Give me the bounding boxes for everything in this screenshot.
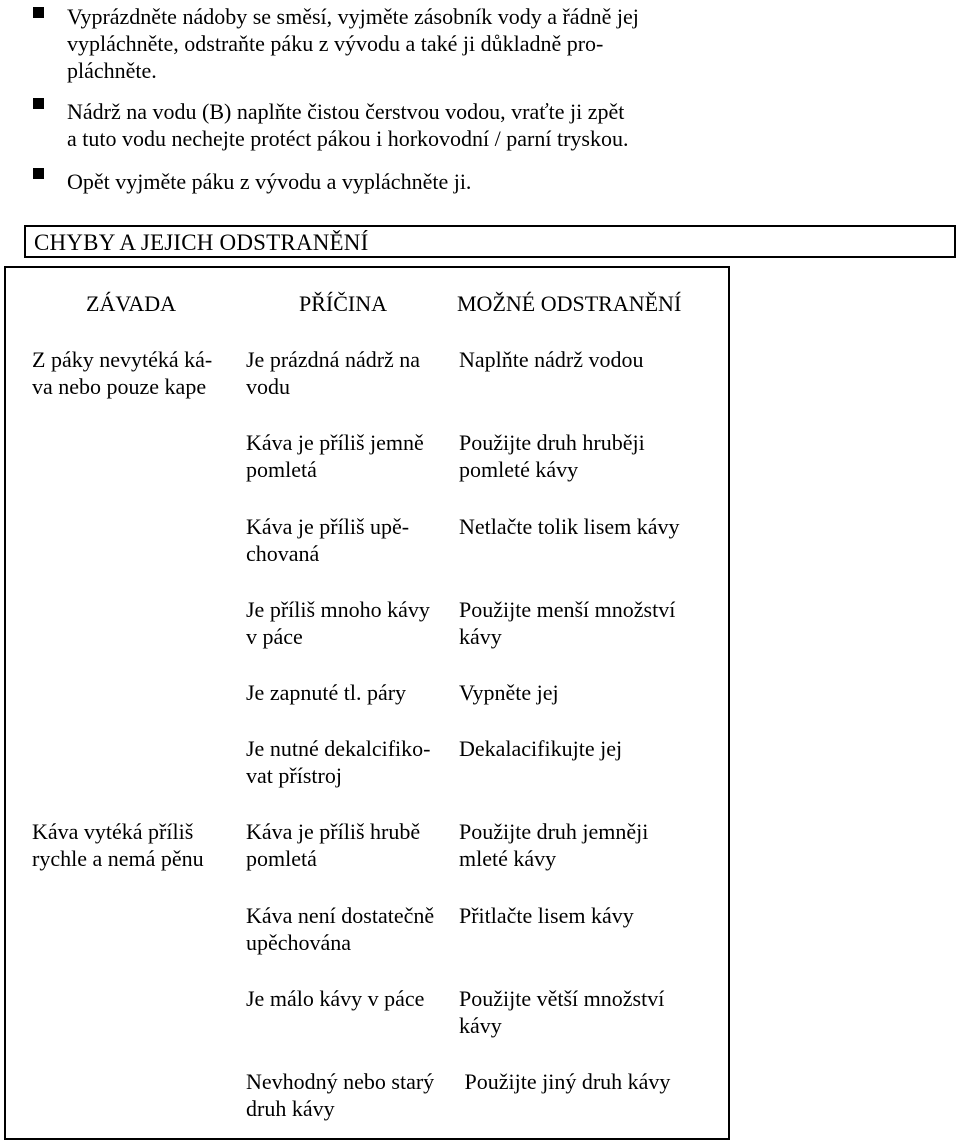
instruction-line: Opět vyjměte páku z vývodu a vypláchněte ji. bbox=[67, 169, 472, 194]
fix-cell: Vypněte jej bbox=[459, 680, 559, 705]
fix-cell: Použijte druh jemněji mleté kávy bbox=[459, 819, 649, 871]
cause-cell: Káva je příliš hrubě pomletá bbox=[246, 819, 421, 871]
instruction-line: pláchněte. bbox=[67, 58, 157, 83]
bullet-square-icon bbox=[33, 7, 44, 18]
troubleshooting-table bbox=[4, 266, 730, 1140]
instruction-line: Nádrž na vodu (B) naplňte čistou čerstvou vodou, vraťte ji zpět bbox=[67, 99, 625, 124]
section-title: CHYBY A JEJICH ODSTRANĚNÍ bbox=[34, 230, 369, 255]
bullet-square-icon bbox=[33, 98, 44, 109]
cause-cell: Káva není dostatečně upěchována bbox=[246, 903, 435, 955]
cause-cell: Je zapnuté tl. páry bbox=[246, 680, 407, 705]
fix-cell: Dekalacifikujte jej bbox=[459, 736, 623, 761]
cause-cell: Je prázdná nádrž na vodu bbox=[246, 347, 421, 399]
instruction-line: vypláchněte, odstraňte páku z vývodu a také ji důkladně pro- bbox=[67, 31, 604, 56]
fix-cell: Netlačte tolik lisem kávy bbox=[459, 514, 680, 539]
fix-cell: Použijte druh hruběji pomleté kávy bbox=[459, 430, 645, 482]
fix-cell: Použijte jiný druh kávy bbox=[459, 1069, 671, 1094]
cause-cell: Je nutné dekalcifiko- vat přístroj bbox=[246, 736, 431, 788]
cause-cell: Káva je příliš jemně pomletá bbox=[246, 430, 424, 482]
bullet-square-icon bbox=[33, 168, 44, 179]
fix-cell: Přitlačte lisem kávy bbox=[459, 903, 634, 928]
instruction-line: a tuto vodu nechejte protéct pákou i horkovodní / parní tryskou. bbox=[67, 126, 629, 151]
fix-cell: Použijte menší množství kávy bbox=[459, 597, 676, 649]
instruction-line: Vyprázdněte nádoby se směsí, vyjměte zásobník vody a řádně jej bbox=[67, 4, 639, 29]
cause-cell: Je málo kávy v páce bbox=[246, 986, 425, 1011]
fix-cell: Naplňte nádrž vodou bbox=[459, 347, 644, 372]
fix-cell: Použijte větší množství kávy bbox=[459, 986, 665, 1038]
cause-cell: Káva je příliš upě- chovaná bbox=[246, 514, 410, 566]
cause-cell: Nevhodný nebo starý druh kávy bbox=[246, 1069, 435, 1121]
section-header bbox=[24, 225, 956, 258]
fault-cell: Z páky nevytéká ká- va nebo pouze kape bbox=[32, 347, 213, 399]
header-fix: MOŽNÉ ODSTRANĚNÍ bbox=[457, 291, 682, 316]
fault-cell: Káva vytéká příliš rychle a nemá pěnu bbox=[32, 819, 204, 871]
header-fault: ZÁVADA bbox=[86, 291, 177, 316]
header-cause: PŘÍČINA bbox=[299, 291, 388, 316]
cause-cell: Je příliš mnoho kávy v páce bbox=[246, 597, 430, 649]
